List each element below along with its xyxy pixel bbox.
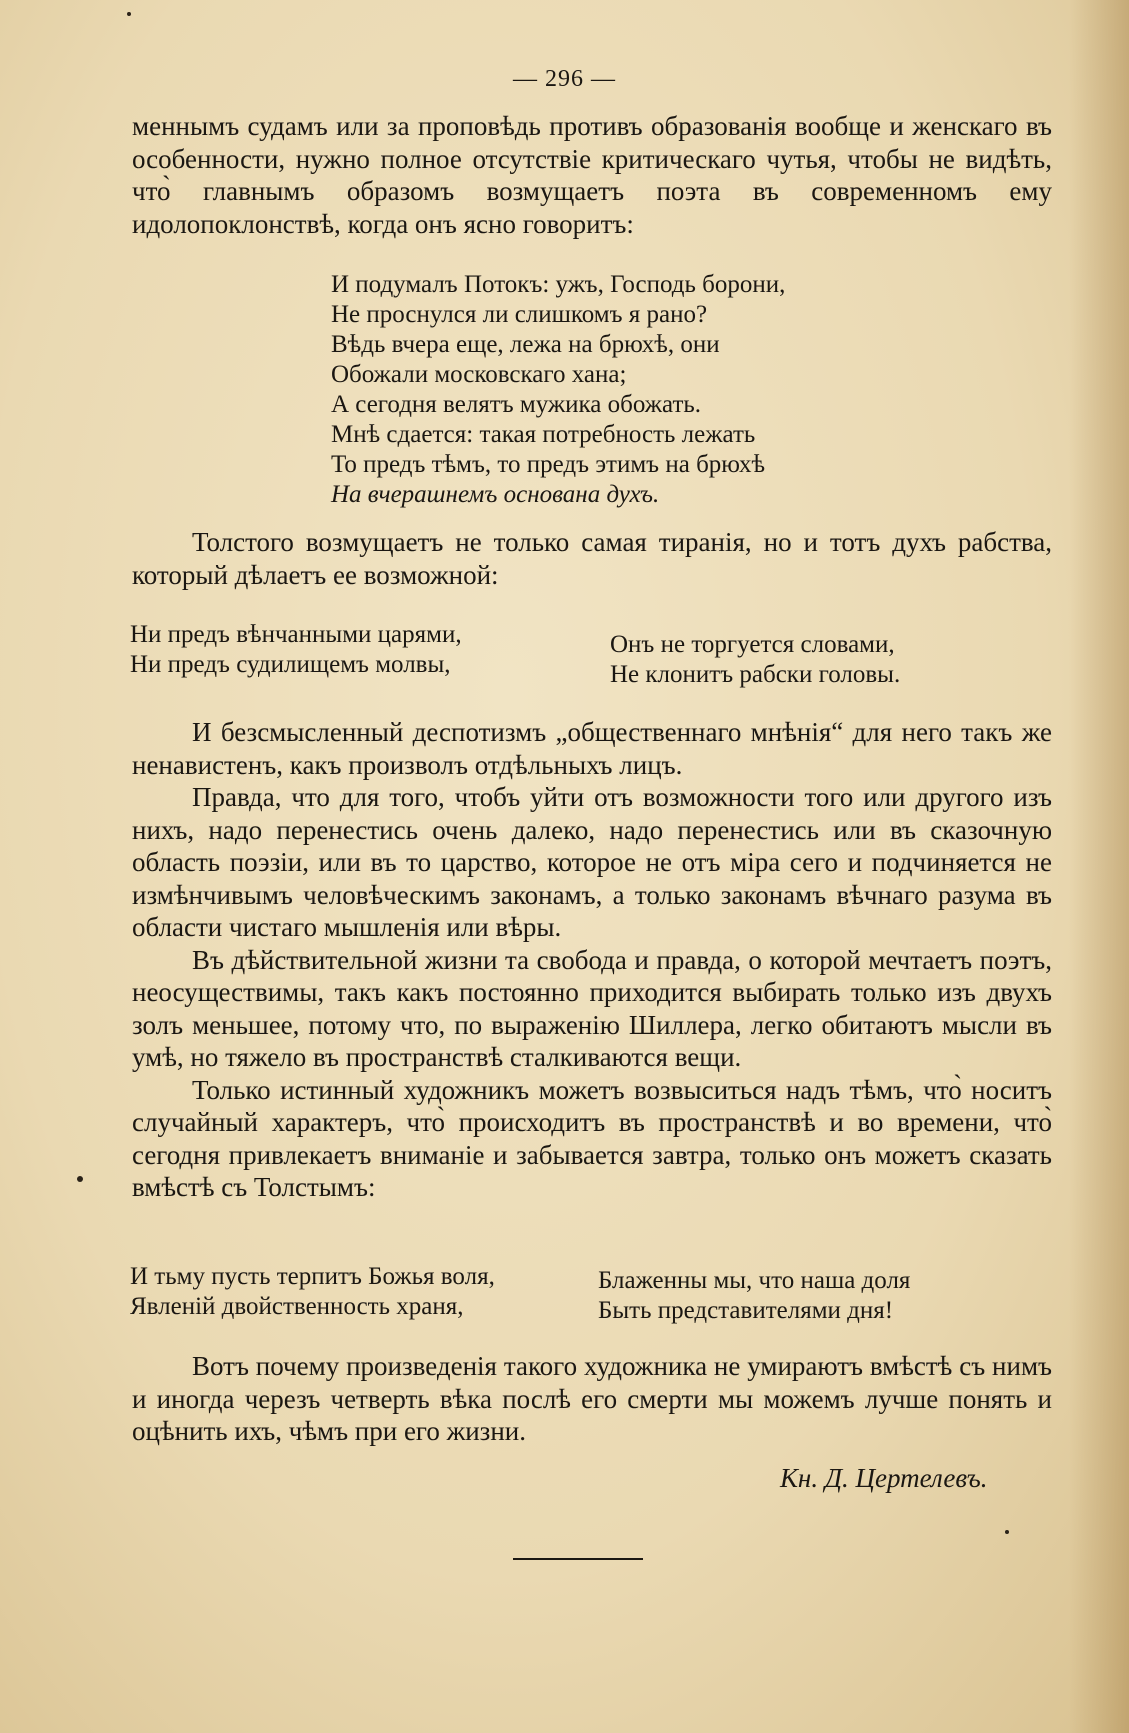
poem-line: Быть представителями дня! bbox=[598, 1297, 894, 1324]
paragraph-2: Толстого возмущаетъ не только самая тиранія, но и тотъ духъ рабства, который дѣлаетъ ее возможной: bbox=[132, 527, 1052, 590]
poem-left-column bbox=[130, 620, 462, 680]
paragraph-1-block bbox=[132, 110, 1052, 240]
poem-line: Ни предъ судилищемъ молвы, bbox=[130, 651, 451, 678]
poem-line: Мнѣ сдается: такая потребность лежать bbox=[331, 421, 756, 448]
poem-two-column-1 bbox=[130, 620, 1030, 690]
paper-speck bbox=[1005, 1530, 1009, 1534]
poem-right-column bbox=[598, 1266, 910, 1326]
poem-potok bbox=[331, 270, 891, 510]
paragraph-7-block bbox=[132, 1350, 1052, 1448]
author-signature: Кн. Д. Цертелевъ. bbox=[780, 1463, 988, 1493]
paper-speck bbox=[77, 1176, 83, 1182]
poem-line: Ни предъ вѣнчанными царями, bbox=[130, 621, 462, 648]
poem-line-italic: На вчерашнемъ основана духъ. bbox=[331, 481, 660, 508]
paragraph-1: меннымъ судамъ или за проповѣдь противъ образованія вообще и женскаго въ особенности, нужно полное отсутствіе критическаго чутья, чтобы не видѣть, что̀ главнымъ образомъ возмущаетъ поэта въ современномъ ему идолопоклонствѣ, когда онъ ясно говоритъ: bbox=[132, 111, 1052, 239]
paragraph-3: И безсмысленный деспотизмъ „общественнаго мнѣнія“ для него такъ же ненавистенъ, какъ произволъ отдѣльныхъ лицъ. bbox=[132, 717, 1052, 780]
paragraph-6: Только истинный художникъ можетъ возвыситься надъ тѣмъ, что̀ носитъ случайный характеръ, что̀ происходитъ въ пространствѣ и во времени, что̀ сегодня привлекаетъ вниманіе и забывается завтра, только онъ можетъ сказать вмѣстѣ съ Толстымъ: bbox=[132, 1074, 1052, 1202]
poem-right-column bbox=[610, 630, 900, 690]
poem-line: И тьму пусть терпитъ Божья воля, bbox=[130, 1263, 495, 1290]
poem-line: Вѣдь вчера еще, лежа на брюхѣ, они bbox=[331, 331, 720, 358]
poem-line: Обожали московскаго хана; bbox=[331, 361, 627, 388]
paragraph-7: Вотъ почему произведенія такого художника не умираютъ вмѣстѣ съ нимъ и иногда черезъ четверть вѣка послѣ его смерти мы можемъ лучше понять и оцѣнить ихъ, чѣмъ при его жизни. bbox=[132, 1351, 1052, 1446]
poem-two-column-2 bbox=[130, 1262, 1030, 1332]
poem-line: Явленій двойственность храня, bbox=[130, 1293, 464, 1320]
paragraph-2-block bbox=[132, 526, 1052, 591]
poem-line: Онъ не торгуется словами, bbox=[610, 631, 895, 658]
poem-line: Не проснулся ли слишкомъ я рано? bbox=[331, 301, 708, 328]
page-edge-shadow bbox=[1069, 0, 1129, 1733]
poem-line: И подумалъ Потокъ: ужъ, Господь борони, bbox=[331, 271, 786, 298]
poem-line: То предъ тѣмъ, то предъ этимъ на брюхѣ bbox=[331, 451, 766, 478]
page-number: — 296 — bbox=[513, 66, 616, 92]
poem-left-column bbox=[130, 1262, 495, 1322]
poem-line: Не клонитъ рабски головы. bbox=[610, 661, 901, 688]
paragraph-5: Въ дѣйствительной жизни та свобода и правда, о которой мечтаетъ поэтъ, неосуществимы, такъ какъ постоянно приходится выбирать только изъ двухъ золъ меньшее, потому что, по выраженію Шиллера, легко обитаютъ мысли въ умѣ, но тяжело въ пространствѣ сталкиваются вещи. bbox=[132, 944, 1052, 1072]
closing-rule bbox=[513, 1558, 643, 1560]
paper-speck bbox=[127, 12, 131, 16]
poem-line: А сегодня велятъ мужика обожать. bbox=[331, 391, 702, 418]
paragraph-4: Правда, что для того, чтобъ уйти отъ возможности того или другого изъ нихъ, надо перенестись очень далеко, надо перенестись или въ сказочную область поэзіи, или въ то царство, которое не отъ міра сего и подчиняется не измѣнчивымъ человѣческимъ законамъ, а только законамъ вѣчнаго разума въ области чистаго мышленія или вѣры. bbox=[132, 782, 1052, 942]
paragraph-3-block bbox=[132, 716, 1052, 1204]
poem-line: Блаженны мы, что наша доля bbox=[598, 1267, 911, 1294]
